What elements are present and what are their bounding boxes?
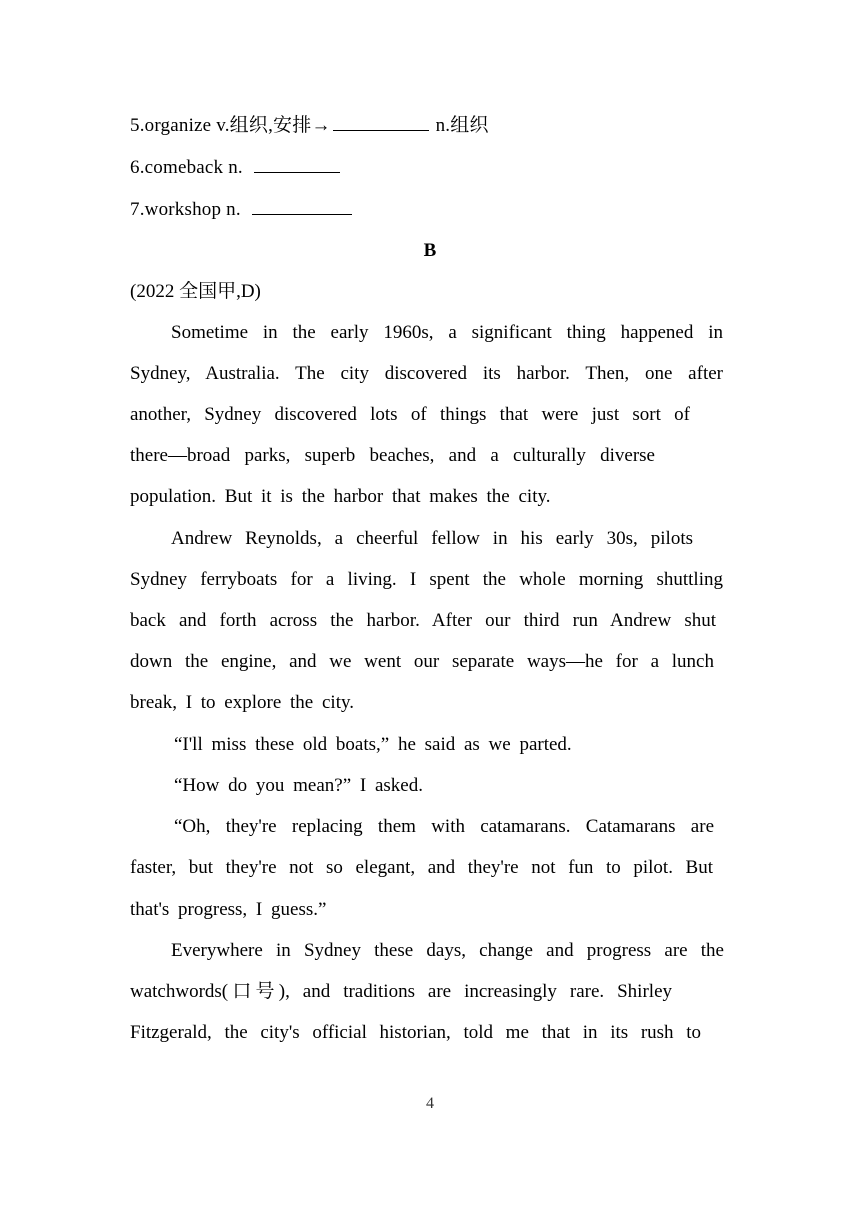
- passage-line: population. But it is the harbor that makes the city.: [130, 486, 551, 507]
- vocab-word: 6.comeback: [130, 157, 224, 178]
- passage-line: Sydney, Australia. The city discovered its harbor. Then, one after: [130, 363, 723, 384]
- vocab-item-6: [130, 156, 342, 179]
- arrow-icon: →: [311, 115, 331, 136]
- answer-blank: [333, 114, 429, 131]
- section-heading: B: [423, 240, 437, 261]
- passage-line: “Oh, they're replacing them with catamarans. Catamarans are: [174, 816, 714, 837]
- vocab-word: 7.workshop: [130, 199, 222, 220]
- passage-line: watchwords(口号), and traditions are increasingly rare. Shirley: [130, 981, 672, 1002]
- passage-line: break, I to explore the city.: [130, 692, 354, 713]
- vocab-pos: v.组织,安排: [216, 115, 312, 136]
- vocab-word: 5.organize: [130, 115, 212, 136]
- passage-line: back and forth across the harbor. After our third run Andrew shut: [130, 610, 716, 631]
- answer-blank: [254, 156, 340, 173]
- passage-line: Fitzgerald, the city's official historian, told me that in its rush to: [130, 1022, 701, 1043]
- passage-line: Andrew Reynolds, a cheerful fellow in his early 30s, pilots: [171, 528, 693, 549]
- passage-line: Sydney ferryboats for a living. I spent the whole morning shuttling: [130, 569, 723, 590]
- passage-line: “How do you mean?” I asked.: [174, 775, 423, 796]
- passage-line: there—broad parks, superb beaches, and a culturally diverse: [130, 445, 655, 466]
- passage-line: faster, but they're not so elegant, and they're not fun to pilot. But: [130, 857, 713, 878]
- vocab-pos-2: n.组织: [435, 115, 489, 136]
- passage-line: Everywhere in Sydney these days, change and progress are the: [171, 940, 724, 961]
- passage-line: that's progress, I guess.”: [130, 899, 327, 920]
- passage-line: Sometime in the early 1960s, a significant thing happened in: [171, 322, 723, 343]
- vocab-item-5: [130, 114, 489, 137]
- page-number: 4: [426, 1095, 434, 1112]
- vocab-item-7: [130, 198, 354, 221]
- passage-line: another, Sydney discovered lots of things that were just sort of: [130, 404, 690, 425]
- answer-blank: [252, 198, 352, 215]
- passage-line: “I'll miss these old boats,” he said as we parted.: [174, 734, 572, 755]
- vocab-pos: n.: [226, 199, 241, 220]
- passage-line: down the engine, and we went our separate ways—he for a lunch: [130, 651, 714, 672]
- vocab-pos: n.: [228, 157, 243, 178]
- source-label: (2022 全国甲,D): [130, 281, 261, 302]
